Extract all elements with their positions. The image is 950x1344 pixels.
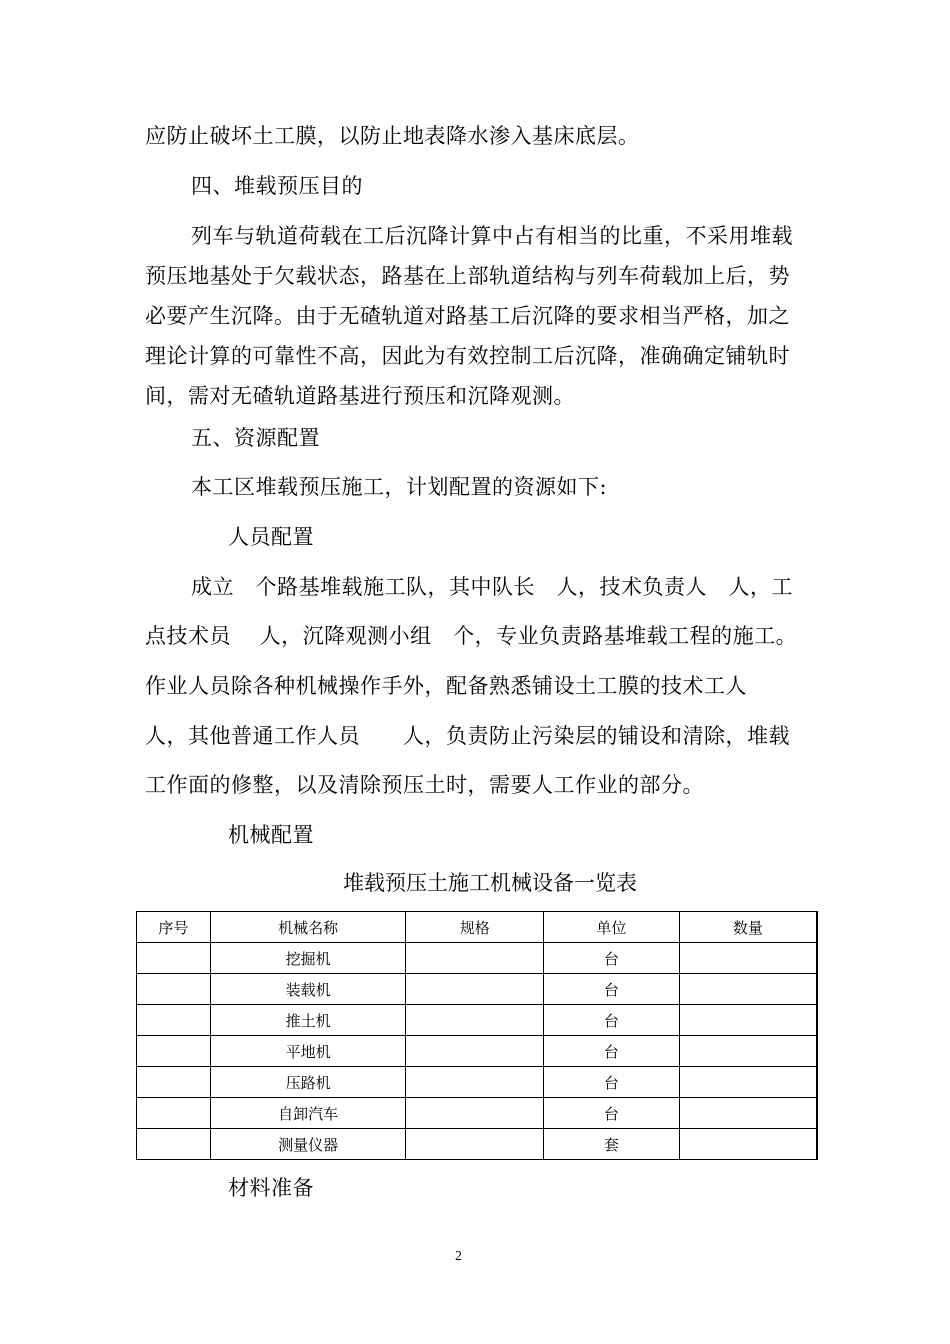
cell-machine-name: 压路机 [210,1067,406,1098]
cell-spec [406,1098,544,1129]
cell-index [137,1129,211,1160]
equipment-table [136,911,818,1160]
header-machine-name: 机械名称 [210,912,406,943]
body-line-7: 间，需对无碴轨道路基进行预压和沉降观测。 [145,384,575,408]
body-line-14: 人，其他普通工作人员 人，负责防止污染层的铺设和清除，堆载 [145,724,790,748]
body-line-11: 成立 个路基堆载施工队，其中队长 人，技术负责人 人，工 [191,575,793,599]
header-unit: 单位 [544,912,680,943]
cell-spec [406,1036,544,1067]
cell-index [137,943,211,974]
subheading-personnel: 人员配置 [228,525,314,549]
header-index: 序号 [137,912,211,943]
cell-machine-name: 测量仪器 [210,1129,406,1160]
body-line-5: 必要产生沉降。由于无碴轨道对路基工后沉降的要求相当严格，加之 [145,304,790,328]
body-line-1: 应防止破坏土工膜，以防止地表降水渗入基床底层。 [145,124,640,148]
body-line-12: 点技术员 人，沉降观测小组 个，专业负责路基堆载工程的施工。 [145,624,798,648]
cell-unit: 套 [544,1129,680,1160]
cell-quantity [679,974,817,1005]
cell-index [137,1098,211,1129]
cell-index [137,1005,211,1036]
cell-machine-name: 挖掘机 [210,943,406,974]
body-line-15: 工作面的修整，以及清除预压土时，需要人工作业的部分。 [145,773,704,797]
cell-quantity [679,1098,817,1129]
cell-machine-name: 推土机 [210,1005,406,1036]
cell-index [137,1036,211,1067]
body-line-4: 预压地基处于欠载状态，路基在上部轨道结构与列车荷载加上后，势 [145,264,790,288]
cell-spec [406,1129,544,1160]
cell-machine-name: 装载机 [210,974,406,1005]
body-line-3: 列车与轨道荷载在工后沉降计算中占有相当的比重，不采用堆载 [191,224,793,248]
cell-machine-name: 自卸汽车 [210,1098,406,1129]
cell-spec [406,943,544,974]
section-heading-5: 五、资源配置 [191,426,320,450]
body-line-6: 理论计算的可靠性不高，因此为有效控制工后沉降，准确确定铺轨时 [145,344,790,368]
header-quantity: 数量 [679,912,817,943]
cell-quantity [679,1005,817,1036]
cell-unit: 台 [544,1036,680,1067]
table-row [137,974,818,1005]
cell-unit: 台 [544,1067,680,1098]
table-row [137,1005,818,1036]
cell-spec [406,974,544,1005]
table-row [137,1129,818,1160]
cell-unit: 台 [544,943,680,974]
table-row [137,943,818,974]
cell-spec [406,1067,544,1098]
cell-index [137,1067,211,1098]
table-row [137,1098,818,1129]
cell-index [137,974,211,1005]
body-line-9: 本工区堆载预压施工，计划配置的资源如下: [191,475,608,499]
subheading-machinery: 机械配置 [228,823,314,847]
cell-quantity [679,943,817,974]
table-caption: 堆载预压土施工机械设备一览表 [343,871,637,895]
cell-unit: 台 [544,1098,680,1129]
section-heading-4: 四、堆载预压目的 [191,174,363,198]
body-line-13: 作业人员除各种机械操作手外，配备熟悉铺设土工膜的技术工人 [145,674,747,698]
page-number: 2 [455,1249,462,1264]
header-spec: 规格 [406,912,544,943]
cell-quantity [679,1067,817,1098]
cell-unit: 台 [544,1005,680,1036]
table-header-row [137,912,818,943]
table-row [137,1036,818,1067]
cell-quantity [679,1129,817,1160]
subheading-materials: 材料准备 [228,1176,314,1200]
cell-spec [406,1005,544,1036]
table-row [137,1067,818,1098]
cell-unit: 台 [544,974,680,1005]
cell-quantity [679,1036,817,1067]
cell-machine-name: 平地机 [210,1036,406,1067]
